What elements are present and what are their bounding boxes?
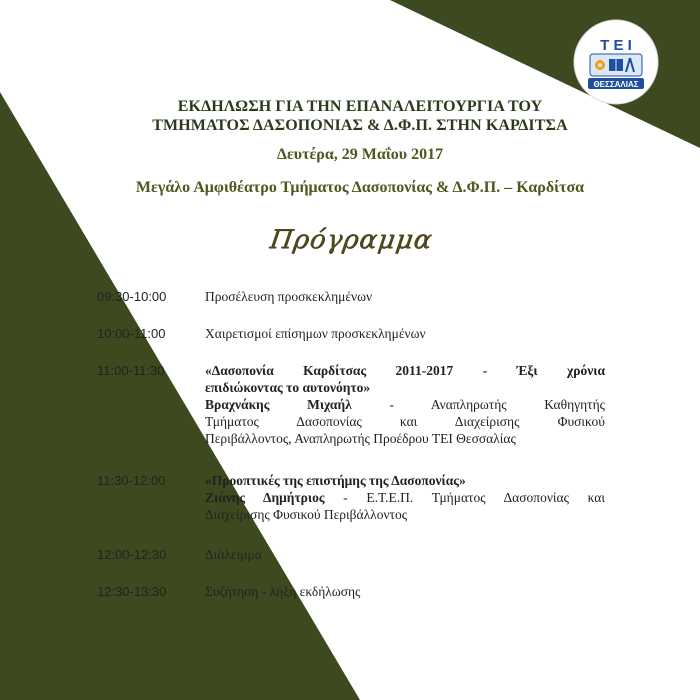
schedule-time: 12:30-13:30 [97, 584, 167, 599]
affiliation-line: Διαχείρισης Φυσικού Περιβάλλοντος [205, 507, 408, 522]
schedule-time: 10:00-11:00 [97, 326, 166, 341]
schedule-desc [205, 472, 605, 523]
schedule-time: 11:00-11:30 [97, 363, 165, 378]
speaker-name: Βραχνάκης Μιχαήλ [205, 397, 352, 412]
event-venue: Μεγάλο Αμφιθέατρο Τμήματος Δασοπονίας & Δ.Φ.Π. – Καρδίτσα [135, 179, 585, 196]
affiliation-line: Περιβάλλοντος, Αναπληρωτής Προέδρου ΤΕΙ Θεσσαλίας [205, 431, 516, 446]
program-heading: Πρόγραμμα [267, 225, 435, 255]
schedule-time: 12:00-12:30 [97, 547, 167, 562]
event-title [60, 97, 660, 135]
speaker-line [205, 489, 605, 506]
schedule-text: Χαιρετισμοί επίσημων προσκεκλημένων [205, 326, 426, 341]
schedule-text: Προσέλευση προσκεκλημένων [205, 289, 373, 304]
speaker-affiliation: - Ε.Τ.Ε.Π. Τμήματος Δασοπονίας και [324, 490, 605, 505]
schedule-text: Διάλειμμα [205, 547, 262, 562]
schedule-text: Συζήτηση - λήξη εκδήλωσης [205, 584, 361, 599]
talk-title-line2: επιδιώκοντας το αυτονόητο» [205, 380, 371, 395]
logo-banner-text: ΘΕΣΣΑΛΙΑΣ [593, 80, 639, 89]
affiliation-line: Τμήματος Δασοπονίας και Διαχείρισης Φυσικού [205, 414, 605, 429]
talk-title-line1: «Δασοπονία Καρδίτσας 2011-2017 - Έξι χρόνια [205, 363, 605, 378]
schedule-time: 11:30-12:00 [97, 473, 166, 488]
speaker-line [205, 396, 605, 413]
event-title-line1: ΕΚΔΗΛΩΣΗ ΓΙΑ ΤΗΝ ΕΠΑΝΑΛΕΙΤΟΥΡΓΙΑ ΤΟΥ [177, 98, 543, 115]
schedule-time: 09:30-10:00 [97, 289, 167, 304]
event-date: Δευτέρα, 29 Μαΐου 2017 [276, 146, 444, 163]
tei-thessalias-logo [572, 18, 660, 106]
talk-title-line1: «Προοπτικές της επιστήμης της Δασοπονίας» [205, 473, 466, 488]
speaker-affiliation: - Αναπληρωτής Καθηγητής [351, 397, 606, 412]
event-title-line2: ΤΜΗΜΑΤΟΣ ΔΑΣΟΠΟΝΙΑΣ & Δ.Φ.Π. ΣΤΗΝ ΚΑΡΔΙΤΣΑ [152, 117, 568, 134]
speaker-name: Ζιάνης Δημήτριος [205, 490, 325, 505]
schedule-desc [205, 362, 605, 447]
logo-top-text: Τ Ε Ι [600, 37, 632, 54]
